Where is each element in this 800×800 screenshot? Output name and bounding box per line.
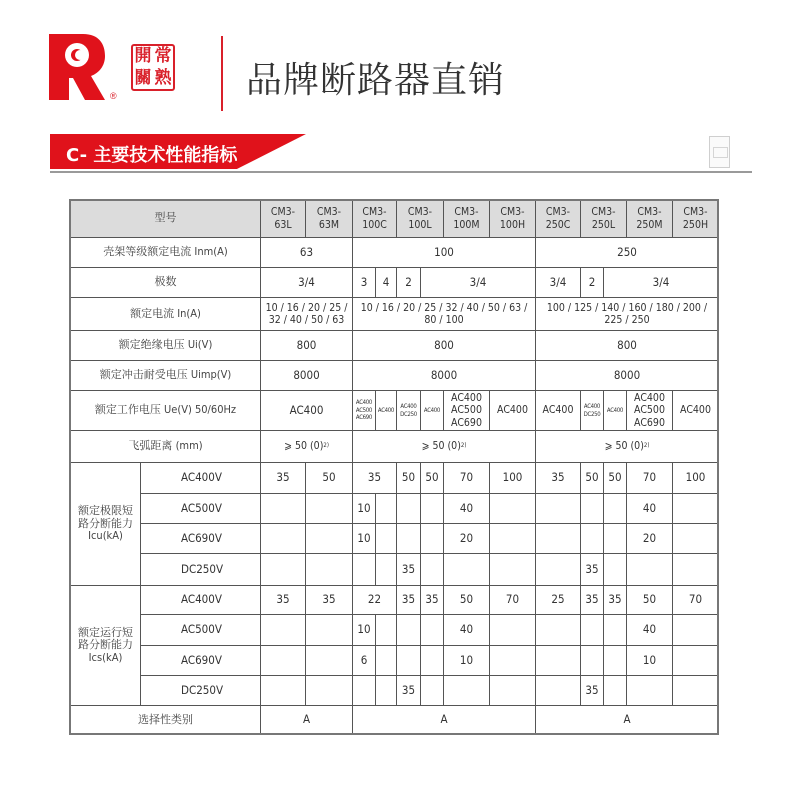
ics-cell: [420, 614, 444, 646]
seal-char: 常: [154, 46, 172, 67]
ics-cell: [535, 614, 581, 646]
icu-cell: [396, 523, 421, 554]
ics-cell: [260, 675, 306, 706]
icu-cell: 35: [260, 462, 306, 494]
ics-cell: [672, 675, 719, 706]
poles-100l-a: 2: [396, 267, 421, 298]
icu-cell: [396, 493, 421, 524]
icu-cell: 50: [580, 462, 604, 494]
ics-cell: [396, 614, 421, 646]
ics-cell: 10: [352, 614, 376, 646]
registered-mark: ®: [110, 91, 117, 101]
arc-distance-63: [260, 430, 353, 463]
icu-cell: [305, 553, 353, 586]
model-cm3-100h: [489, 199, 536, 238]
operating-voltage-100c-b: AC400: [375, 390, 397, 431]
ics-cell: [580, 645, 604, 676]
impulse-voltage-250: 8000: [535, 360, 719, 391]
icu-cell: 70: [626, 462, 673, 494]
icu-cell: 40: [443, 493, 490, 524]
icu-cell: [580, 523, 604, 554]
icu-cell: 35: [580, 553, 604, 586]
ics-cell: 35: [580, 675, 604, 706]
rated-current-100: 10 / 16 / 20 / 25 / 32 / 40 / 50 / 63 / 80 / 100: [352, 297, 536, 331]
model-line: CM3-: [362, 206, 387, 219]
icu-cell: [260, 553, 306, 586]
ics-group-label: [70, 585, 141, 706]
row-label-impulse-voltage: 额定冲击耐受电压 Uimp(V): [70, 360, 261, 391]
ics-cell: 35: [603, 585, 627, 615]
ics-cell: [443, 675, 490, 706]
selectivity-63: A: [260, 705, 353, 735]
ics-cell: 35: [580, 585, 604, 615]
row-label-poles: 极数: [70, 267, 261, 298]
icu-cell: [420, 493, 444, 524]
icu-group-label: [70, 462, 141, 586]
row-label-arc-distance: 飞弧距离 (mm): [70, 430, 261, 463]
model-cm3-100c: [352, 199, 397, 238]
operating-voltage-100c-a: AC400 AC500 AC690: [352, 390, 376, 431]
icu-cell: [603, 493, 627, 524]
icu-voltage-label: AC690V: [140, 523, 261, 554]
icu-cell: 40: [626, 493, 673, 524]
ics-cell: [305, 645, 353, 676]
operating-voltage-100l-a: AC400 DC250: [396, 390, 421, 431]
operating-voltage-250l-b: AC400: [603, 390, 627, 431]
model-line: 63M: [318, 218, 340, 231]
icu-cell: 50: [603, 462, 627, 494]
icu-cell: [305, 493, 353, 524]
arc-distance-250: [535, 430, 719, 463]
icu-cell: [535, 523, 581, 554]
icu-cell: 100: [489, 462, 536, 494]
ics-cell: [352, 675, 376, 706]
model-line: 250H: [682, 218, 709, 231]
icu-cell: 70: [443, 462, 490, 494]
frame-current-63: 63: [260, 237, 353, 268]
row-label-rated-current: 额定电流 In(A): [70, 297, 261, 331]
selectivity-250: A: [535, 705, 719, 735]
ics-label-line: 额定运行短: [78, 625, 133, 639]
ics-cell: [535, 645, 581, 676]
model-cm3-250l: [580, 199, 627, 238]
ics-cell: [672, 645, 719, 676]
frame-current-100: 100: [352, 237, 536, 268]
icu-cell: [672, 523, 719, 554]
poles-100c-b: 4: [375, 267, 397, 298]
insulation-voltage-100: 800: [352, 330, 536, 361]
seal-char: 關: [134, 67, 152, 88]
ics-cell: 50: [626, 585, 673, 615]
model-cm3-100l: [396, 199, 444, 238]
icu-cell: 50: [396, 462, 421, 494]
ics-cell: [626, 675, 673, 706]
icu-cell: [260, 493, 306, 524]
model-line: CM3-: [683, 206, 708, 219]
model-line: CM3-: [270, 206, 296, 219]
operating-voltage-250l-a: AC400 DC250: [580, 390, 604, 431]
ics-cell: [375, 614, 397, 646]
ics-voltage-label: AC690V: [140, 645, 261, 676]
icu-cell: 20: [443, 523, 490, 554]
icu-cell: [535, 493, 581, 524]
arc-distance-value: ⩾ 50 (0): [604, 440, 644, 453]
icu-cell: [420, 523, 444, 554]
icu-cell: [626, 553, 673, 586]
icu-cell: [260, 523, 306, 554]
insulation-voltage-63: 800: [260, 330, 353, 361]
selectivity-100: A: [352, 705, 536, 735]
row-label-frame-current: 壳架等级额定电流 Inm(A): [70, 237, 261, 268]
ics-cell: [420, 645, 444, 676]
ics-cell: 35: [305, 585, 353, 615]
icu-cell: [375, 493, 397, 524]
operating-voltage-100h: AC400: [489, 390, 536, 431]
icu-voltage-label: AC500V: [140, 493, 261, 524]
model-line: 63L: [274, 218, 292, 231]
ics-cell: 70: [672, 585, 719, 615]
seal-char: 開: [134, 46, 152, 67]
icu-label-line: 路分断能力: [78, 516, 133, 530]
icu-cell: [672, 553, 719, 586]
model-cm3-250m: [626, 199, 673, 238]
ics-label-line: Ics(kA): [88, 650, 123, 664]
footnote-mark: 2): [460, 442, 467, 450]
ics-cell: 25: [535, 585, 581, 615]
model-line: 250L: [591, 218, 616, 231]
poles-250l-a: 2: [580, 267, 604, 298]
icu-cell: 10: [352, 523, 376, 554]
icu-cell: [352, 553, 376, 586]
ics-voltage-label: AC400V: [140, 585, 261, 615]
model-cm3-250c: [535, 199, 581, 238]
model-line: CM3-: [637, 206, 662, 219]
ics-cell: [672, 614, 719, 646]
ics-voltage-label: DC250V: [140, 675, 261, 706]
icu-cell: 35: [396, 553, 421, 586]
impulse-voltage-100: 8000: [352, 360, 536, 391]
ics-label-line: 路分断能力: [78, 638, 133, 652]
ics-cell: [603, 675, 627, 706]
icu-cell: [305, 523, 353, 554]
ics-voltage-label: AC500V: [140, 614, 261, 646]
row-label-operating-voltage: 额定工作电压 Ue(V) 50/60Hz: [70, 390, 261, 431]
ics-cell: [489, 675, 536, 706]
icu-cell: [489, 523, 536, 554]
model-line: 100M: [453, 218, 480, 231]
ics-cell: [375, 675, 397, 706]
brand-logo-r-icon: [47, 32, 107, 102]
poles-63: 3/4: [260, 267, 353, 298]
icu-voltage-label: DC250V: [140, 553, 261, 586]
model-line: CM3-: [316, 206, 342, 219]
poles-250-rest: 3/4: [603, 267, 719, 298]
model-line: 100H: [499, 218, 526, 231]
operating-voltage-250c: AC400: [535, 390, 581, 431]
ics-cell: [535, 675, 581, 706]
poles-100c-a: 3: [352, 267, 376, 298]
ics-cell: [603, 645, 627, 676]
icu-cell: 100: [672, 462, 719, 494]
icu-cell: [489, 493, 536, 524]
rated-current-63: 10 / 16 / 20 / 25 / 32 / 40 / 50 / 63: [260, 297, 353, 331]
icu-cell: [375, 553, 397, 586]
section-title: C- 主要技术性能指标: [66, 145, 238, 166]
ics-cell: [260, 614, 306, 646]
icu-cell: [672, 493, 719, 524]
ics-cell: 10: [626, 645, 673, 676]
footnote-mark: 2): [643, 442, 650, 450]
ics-cell: [420, 675, 444, 706]
ics-cell: 70: [489, 585, 536, 615]
ics-cell: [580, 614, 604, 646]
ics-cell: [260, 645, 306, 676]
rated-current-250: 100 / 125 / 140 / 160 / 180 / 200 / 225 / 250: [535, 297, 719, 331]
ics-cell: 40: [443, 614, 490, 646]
ics-cell: 35: [396, 675, 421, 706]
arc-distance-value: ⩾ 50 (0): [284, 440, 324, 453]
poles-250c: 3/4: [535, 267, 581, 298]
icu-cell: [420, 553, 444, 586]
model-cm3-63l: [260, 199, 306, 238]
model-line: CM3-: [407, 206, 433, 219]
icu-cell: [580, 493, 604, 524]
ics-cell: [305, 614, 353, 646]
model-line: 100L: [408, 218, 432, 231]
icu-cell: 35: [535, 462, 581, 494]
ics-cell: [305, 675, 353, 706]
icu-cell: [443, 553, 490, 586]
header-model-label: 型号: [70, 199, 261, 238]
model-line: CM3-: [454, 206, 479, 219]
row-label-insulation-voltage: 额定绝缘电压 Ui(V): [70, 330, 261, 361]
impulse-voltage-63: 8000: [260, 360, 353, 391]
icu-cell: [489, 553, 536, 586]
frame-current-250: 250: [535, 237, 719, 268]
header-divider: [221, 36, 223, 111]
seal-char: 熟: [154, 67, 172, 88]
model-line: 100C: [362, 218, 387, 231]
ics-cell: 40: [626, 614, 673, 646]
model-line: CM3-: [500, 206, 525, 219]
icu-voltage-label: AC400V: [140, 462, 261, 494]
ics-cell: [489, 645, 536, 676]
operating-voltage-100l-b: AC400: [420, 390, 444, 431]
insulation-voltage-250: 800: [535, 330, 719, 361]
ics-cell: 35: [260, 585, 306, 615]
operating-voltage-250h: AC400: [672, 390, 719, 431]
page-title: 品牌断路器直销: [246, 60, 506, 101]
model-line: 250M: [636, 218, 663, 231]
model-cm3-250h: [672, 199, 719, 238]
icu-cell: [603, 523, 627, 554]
ics-cell: [375, 645, 397, 676]
model-line: 250C: [545, 218, 571, 231]
brand-seal: [131, 44, 175, 91]
ics-cell: 35: [420, 585, 444, 615]
model-cm3-63m: [305, 199, 353, 238]
ics-cell: 22: [352, 585, 397, 615]
icu-label-line: 额定极限短: [78, 504, 133, 518]
ics-cell: [603, 614, 627, 646]
poles-100-rest: 3/4: [420, 267, 536, 298]
row-label-selectivity: 选择性类别: [70, 705, 261, 735]
arc-distance-value: ⩾ 50 (0): [421, 440, 461, 453]
product-thumbnail-icon: [709, 136, 730, 168]
ics-cell: 6: [352, 645, 376, 676]
icu-label-line: Icu(kA): [88, 529, 123, 543]
operating-voltage-250m: AC400 AC500 AC690: [626, 390, 673, 431]
ics-cell: 35: [396, 585, 421, 615]
operating-voltage-63: AC400: [260, 390, 353, 431]
ics-cell: 10: [443, 645, 490, 676]
section-underline: [50, 171, 752, 173]
model-cm3-100m: [443, 199, 490, 238]
operating-voltage-100m: AC400 AC500 AC690: [443, 390, 490, 431]
ics-cell: [489, 614, 536, 646]
arc-distance-100: [352, 430, 536, 463]
ics-cell: [396, 645, 421, 676]
ics-cell: 50: [443, 585, 490, 615]
model-line: CM3-: [545, 206, 571, 219]
icu-cell: 50: [305, 462, 353, 494]
model-line: CM3-: [591, 206, 616, 219]
icu-cell: [603, 553, 627, 586]
icu-cell: 35: [352, 462, 397, 494]
footnote-mark: 2): [323, 442, 329, 450]
icu-cell: 50: [420, 462, 444, 494]
icu-cell: [535, 553, 581, 586]
icu-cell: 20: [626, 523, 673, 554]
icu-cell: [375, 523, 397, 554]
icu-cell: 10: [352, 493, 376, 524]
